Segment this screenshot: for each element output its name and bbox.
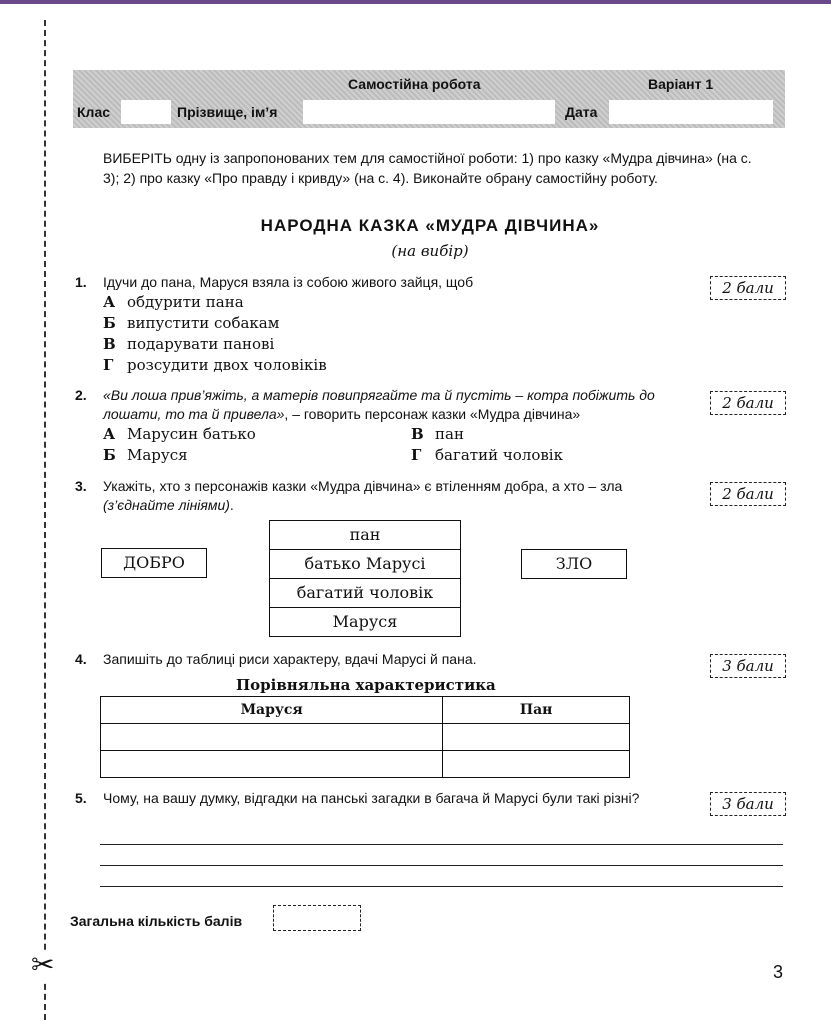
question-1-number: 1.: [75, 274, 87, 290]
total-score-box[interactable]: [273, 905, 361, 931]
class-field[interactable]: [121, 100, 171, 124]
worksheet-title: Самостійна робота: [348, 76, 481, 92]
table-cell[interactable]: [443, 751, 630, 778]
table-cell[interactable]: [101, 724, 443, 751]
name-field[interactable]: [303, 100, 555, 124]
page-subtitle: (на вибір): [391, 242, 469, 260]
question-1-score: 2 бали: [710, 276, 786, 300]
q1-option-a[interactable]: А обдурити пана: [103, 293, 244, 311]
question-3-text: Укажіть, хто з персонажів казки «Мудра дівчина» є втіленням добра, а хто – зла (з’єднайте лініями).: [103, 478, 623, 513]
q1-option-g[interactable]: Г розсудити двох чоловіків: [103, 356, 327, 374]
comparison-table: [100, 696, 630, 778]
q2-option-g[interactable]: Г багатий чоловік: [411, 446, 563, 464]
table-cell[interactable]: [443, 724, 630, 751]
question-1-text: Ідучи до пана, Маруся взяла із собою живого зайця, щоб: [103, 274, 474, 290]
table-cell[interactable]: [101, 751, 443, 778]
question-3-number: 3.: [75, 478, 87, 494]
evil-box[interactable]: ЗЛО: [521, 549, 627, 579]
instruction-text: ВИБЕРІТЬ одну із запропонованих тем для самостійної роботи: 1) про казку «Мудра дівчина» (на с. 3); 2) про казку «Про правду і кривду» (на с. 4). Виконайте обрану самостійну роботу.: [103, 150, 752, 186]
good-box[interactable]: ДОБРО: [101, 548, 207, 578]
question-4-number: 4.: [75, 651, 87, 667]
characters-column: [269, 520, 461, 637]
table-title: Порівняльна характеристика: [236, 676, 496, 694]
q2-option-b[interactable]: Б Маруся: [103, 446, 188, 464]
answer-line[interactable]: [100, 886, 783, 887]
page-title: НАРОДНА КАЗКА «МУДРА ДІВЧИНА»: [260, 216, 600, 235]
question-2-number: 2.: [75, 387, 87, 403]
scissors-icon: ✂: [31, 949, 55, 980]
total-score-label: Загальна кількість балів: [70, 913, 243, 929]
character-item[interactable]: батько Марусі: [270, 549, 460, 578]
question-4-score: 3 бали: [710, 654, 786, 678]
question-3-score: 2 бали: [710, 482, 786, 506]
variant-label: Варіант 1: [648, 76, 714, 92]
q1-option-b[interactable]: Б випустити собакам: [103, 314, 280, 332]
question-5-score: 3 бали: [710, 792, 786, 816]
name-label: Прізвище, ім’я: [177, 104, 278, 120]
top-border: [0, 0, 831, 4]
question-4-text: Запишіть до таблиці риси характеру, вдачі Марусі й пана.: [103, 651, 477, 667]
date-field[interactable]: [609, 100, 773, 124]
question-2-score: 2 бали: [710, 391, 786, 415]
character-item[interactable]: багатий чоловік: [270, 578, 460, 607]
question-5-text: Чому, на вашу думку, відгадки на панські загадки в багача й Марусі були такі різні?: [103, 790, 640, 806]
answer-line[interactable]: [100, 844, 783, 845]
q2-option-a[interactable]: А Марусин батько: [103, 425, 256, 443]
character-item[interactable]: пан: [349, 525, 381, 544]
column-header-marusia: Маруся: [101, 697, 443, 724]
column-header-pan: Пан: [443, 697, 630, 724]
q2-option-v[interactable]: В пан: [411, 425, 464, 443]
answer-line[interactable]: [100, 865, 783, 866]
question-2-text: «Ви лоша прив’яжіть, а матерів повипрягайте та й пустіть – котра побіжить до лошати, то та й привела», – говорить персонаж казки «Мудра дівчина»: [103, 387, 655, 422]
question-5-number: 5.: [75, 790, 87, 806]
page-number: 3: [773, 962, 784, 982]
q1-option-v[interactable]: В подарувати панові: [103, 335, 275, 353]
date-label: Дата: [565, 104, 598, 120]
character-item[interactable]: Маруся: [270, 607, 460, 636]
class-label: Клас: [77, 104, 111, 120]
cut-line: [44, 20, 46, 1020]
worksheet-header: [73, 70, 785, 128]
